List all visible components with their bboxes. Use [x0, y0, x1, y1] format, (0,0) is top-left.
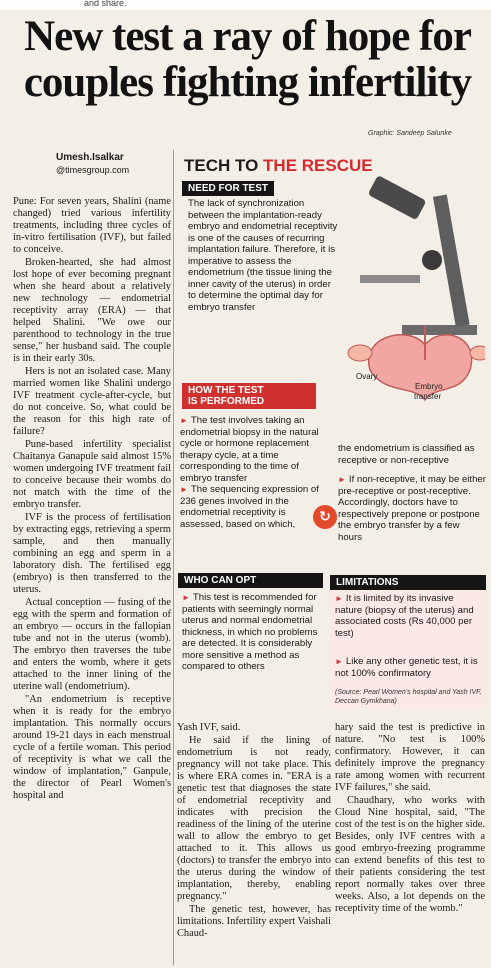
how-header-line-1: HOW THE TEST [188, 385, 264, 396]
paragraph: hary said the test is predictive in nature. "No test is 100% confirmatory. However, it can definitely improve the pregnancy rate among women with recurrent IVF failures," she said. [335, 722, 485, 793]
who-text: This test is recommended for patients with seemingly normal uterus and normal endometrial thickness, in which no problems are detected. It is considerably more sensitive a method as compared to others [182, 592, 318, 672]
headline [10, 14, 485, 106]
bullet-icon: ► [180, 485, 188, 494]
need-for-test-header: NEED FOR TEST [182, 181, 274, 196]
bullet-icon: ► [335, 657, 343, 666]
article-column-1 [13, 196, 171, 803]
how-test-performed-header [182, 383, 316, 409]
headline-line-2: couples fighting infertility [23, 59, 472, 106]
right-step-1: the endometrium is classified as receptive or non-receptive [338, 443, 475, 466]
microscope-knob [422, 250, 442, 270]
microscope-stage [360, 275, 420, 283]
paragraph: Pune-based infertility specialist Chaitanya Ganapule said almost 15% women undergoing IVF treatment fail to conceive because their wombs do not match with the time of the embryo transfer. [13, 439, 171, 510]
title-part-2: THE RESCUE [263, 156, 373, 175]
infobox-title [184, 156, 373, 176]
article-column-3 [335, 722, 485, 916]
paragraph: Actual conception — fusing of the egg with the sperm and formation of an embryo — occurs in the fallopian tube and not in the uterus (womb). The embryo then traverses the tube and enters the womb, where it gets attached to the inner lining of the uterine wall (endometrium). [13, 597, 171, 692]
title-part-1: TECH TO [184, 156, 259, 175]
source-note: (Source: Pearl Women's hospital and Yash IVF, Deccan Gymkhana) [335, 689, 482, 705]
who-can-opt-header: WHO CAN OPT [178, 573, 323, 588]
ovary-left [348, 345, 372, 361]
paragraph: Chaudhary, who works with Cloud Nine hospital, said, "The cost of the test is on the higher side. Besides, only IVF centres with a good embryo-freezing programme can extend benefits of this test to their patients considering the test report normally takes over three weeks. Also, a lot depends on the receptivity time of the womb." [335, 795, 485, 914]
limitation-2 [335, 656, 483, 679]
microscope-tube [368, 175, 427, 220]
limitation-1-text: It is limited by its invasive nature (biopsy of the uterus) and associated costs (Rs 40,000 per test) [335, 593, 474, 639]
embryo-label: Embryo [415, 382, 443, 391]
paragraph: IVF is the process of fertilisation by extracting eggs, retrieving a sperm sample, and then manually combining an egg and sperm in a laboratory dish. The fertilised egg (embryo) is then transferred to the uterus. [13, 512, 171, 595]
paragraph: "An endometrium is receptive when it is ready for the embryo implantation. This normally occurs around 19-21 days in each menstrual cycle of a fertile woman. This period of receptivity is what we call the window of implantation," Ganpule, the director of Pearl Women's hospital and [13, 694, 171, 801]
byline-email: @timesgroup.com [56, 165, 130, 175]
ovary-label: Ovary [356, 372, 378, 381]
graphic-credit: Graphic: Sandeep Salunke [368, 130, 452, 137]
limitation-2-text: Like any other genetic test, it is not 100% confirmatory [335, 656, 478, 679]
bullet-icon: ► [338, 475, 346, 484]
top-strip [0, 0, 491, 10]
paragraph: Broken-hearted, she had almost lost hope of ever becoming pregnant when she heard about a relatively new technology — endometrial receptivity array (ERA) — that helped Shalini. "We owe our parenthood to technology in the true sense," her husband said. The couple is in their early 30s. [13, 257, 171, 364]
bullet-icon: ► [335, 594, 343, 603]
column-rule [173, 150, 174, 965]
headline-line-1: New test a ray of hope for [24, 13, 471, 60]
paragraph: He said if the lining of endometrium is not ready, pregnancy will not take place. This is where ERA comes in. "ERA is a genetic test that diagnoses the state of endometrial receptivity and indicates with precision the readiness of the lining of the uterine wall to allow the embryo to get attached to it. This allows us (doctors) to transfer the embryo into the uterus during the window of implantation, thereby, enabling pregnancy." [177, 735, 331, 902]
byline-author: Umesh.Isalkar [56, 152, 124, 163]
transfer-label: transfer [414, 392, 442, 401]
microscope-base [402, 325, 477, 335]
need-for-test-text: The lack of synchronization between the implantation-ready embryo and endometrial receptivity is one of the causes of recurring implantation failure. Therefore, it is imperative to assess the endometrium (the tissue lining the inner cavity of the uterus) in order to determine the optimal day for embryo transfer [188, 198, 338, 313]
how-header-line-2: IS PERFORMED [188, 396, 265, 407]
ovary-right [470, 346, 485, 360]
bullet-icon: ► [182, 593, 190, 602]
right-step-2 [338, 474, 486, 543]
cycle-arrows-icon: ↻ [313, 505, 337, 529]
how-step-1 [180, 415, 330, 484]
top-strip-text: and share. [84, 0, 127, 8]
article-column-2 [177, 722, 331, 941]
paragraph: Yash IVF, said. [177, 722, 241, 733]
microscope-uterus-illustration [330, 175, 485, 405]
limitations-header: LIMITATIONS [330, 575, 486, 590]
how-step-2 [180, 484, 330, 530]
how-step-1-text: The test involves taking an endometrial biopsy in the natural cycle or hormone replacement therapy cycle, at a time corresponding to the time of embryo transfer [180, 415, 319, 484]
limitation-1 [335, 593, 483, 639]
who-can-opt-text [182, 592, 322, 673]
paragraph: Pune: For seven years, Shalini (name changed) tried various infertility treatments, including three cycles of in-vitro fertilisation (IVF), but failed to conceive. [13, 196, 171, 255]
paragraph: The genetic test, however, has limitations. Infertility expert Vaishali Chaud- [177, 904, 331, 939]
right-step-2-text: If non-receptive, it may be either pre-receptive or post-receptive. Accordingly, doctors have to respectively prepone or postpone the embryo transfer by a few hours [338, 474, 486, 543]
bullet-icon: ► [180, 416, 188, 425]
paragraph: Hers is not an isolated case. Many married women like Shalini undergo IVF treatment cycle-after-cycle, but do not conceive. So, what could be the reason for this high rate of failure? [13, 366, 171, 437]
how-step-2-text: The sequencing expression of 236 genes involved in the endometrial receptivity is assessed, based on which, [180, 484, 319, 530]
